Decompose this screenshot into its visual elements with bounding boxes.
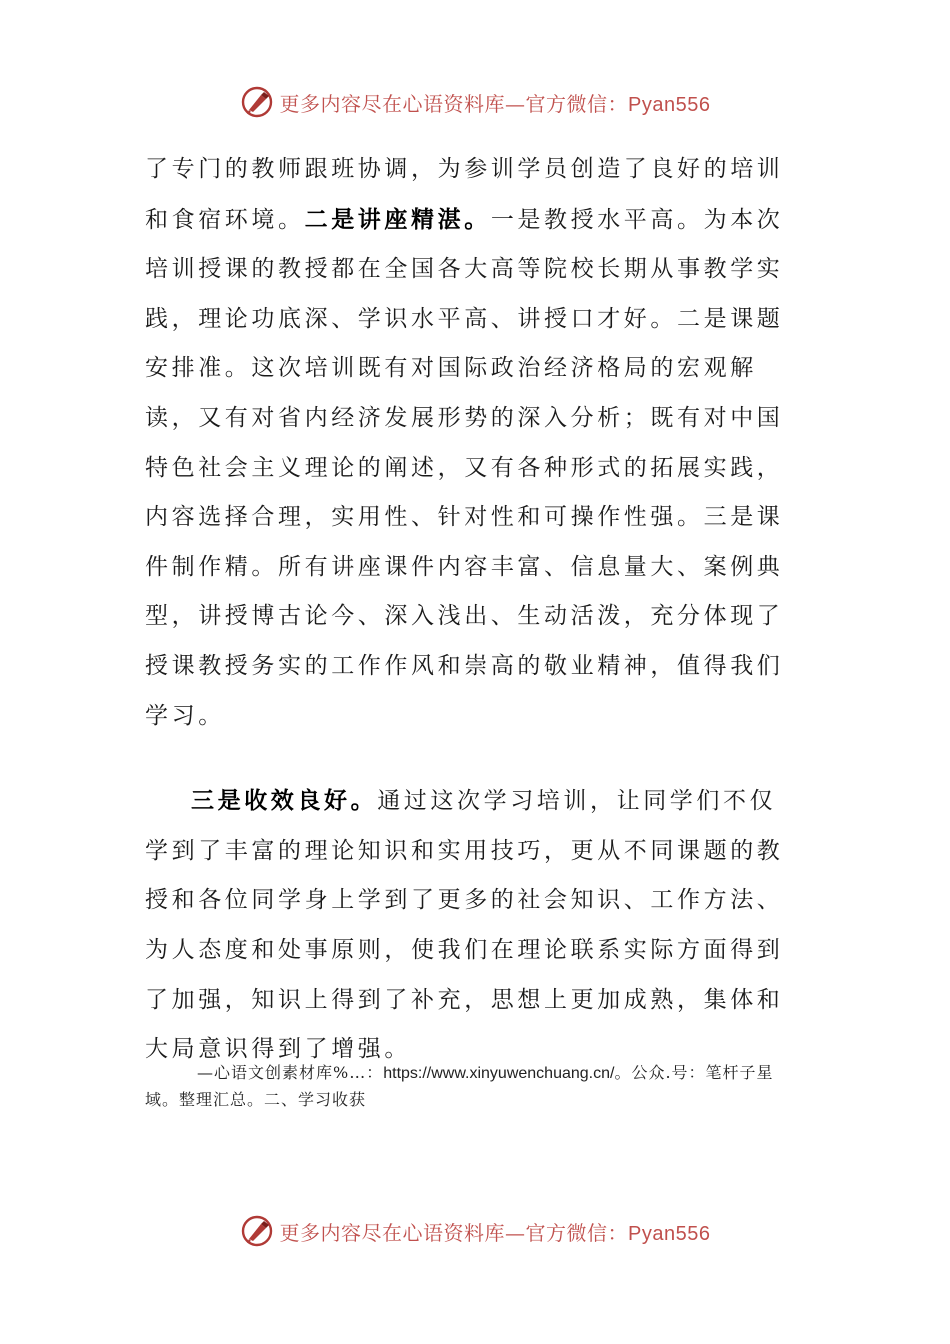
paragraph1-part2: 一是教授水平高。为本次培训授课的教授都在全国各大高等院校长期从事教学实践，理论功底深、学识水平高、讲授口才好。二是课题安排准。这次培训既有对国际政治经济格局的宏观解读，又有对省内经济发展形势的深入分析；既有对中国特色社会主义理论的阐述，又有各种形式的拓展实践，内容选择合理，实用性、针对性和可操作性强。三是课件制作精。所有讲座课件内容丰富、信息量大、案例典型，讲授博古论今、深入浅出、生动活泼，充分体现了授课教授务实的工作作风和崇高的敬业精神，值得我们学习。	[145, 206, 784, 729]
banner-text: 更多内容尽在心语资料库—官方微信：	[279, 1220, 629, 1245]
header-banner	[0, 82, 950, 122]
pen-nib-logo-icon	[240, 1214, 274, 1248]
paragraph1-part1: 了专门的教师跟班协调，为参训学员创造了良好的培训和食宿环境。	[145, 156, 784, 233]
source-footnote	[145, 1060, 795, 1113]
footer-banner	[0, 1211, 950, 1251]
paragraph-training-environment	[145, 145, 795, 741]
footnote-suffix: 。公众.号：笔杆子星域。整理汇总。二、学习收获	[145, 1063, 774, 1109]
banner-handle: Pyan556	[628, 93, 711, 116]
footnote-url[interactable]: https://www.xinyuwenchuang.cn/	[383, 1065, 615, 1082]
pen-nib-logo-icon	[240, 85, 274, 119]
heading-lectures-excellent: 二是讲座精湛。	[304, 205, 491, 233]
document-body	[145, 145, 795, 1075]
paragraph-effective-results	[145, 776, 795, 1075]
footnote-prefix: —心语文创素材库%…：	[197, 1063, 384, 1082]
heading-good-results: 三是收效良好。	[191, 787, 378, 815]
banner-handle: Pyan556	[628, 1222, 711, 1245]
paragraph2-text: 通过这次学习培训，让同学们不仅学到了丰富的理论知识和实用技巧，更从不同课题的教授和各位同学身上学到了更多的社会知识、工作方法、为人态度和处事原则，使我们在理论联系实际方面得到了加强，知识上得到了补充，思想上更加成熟，集体和大局意识得到了增强。	[145, 788, 784, 1063]
banner-text: 更多内容尽在心语资料库—官方微信：	[279, 91, 629, 116]
